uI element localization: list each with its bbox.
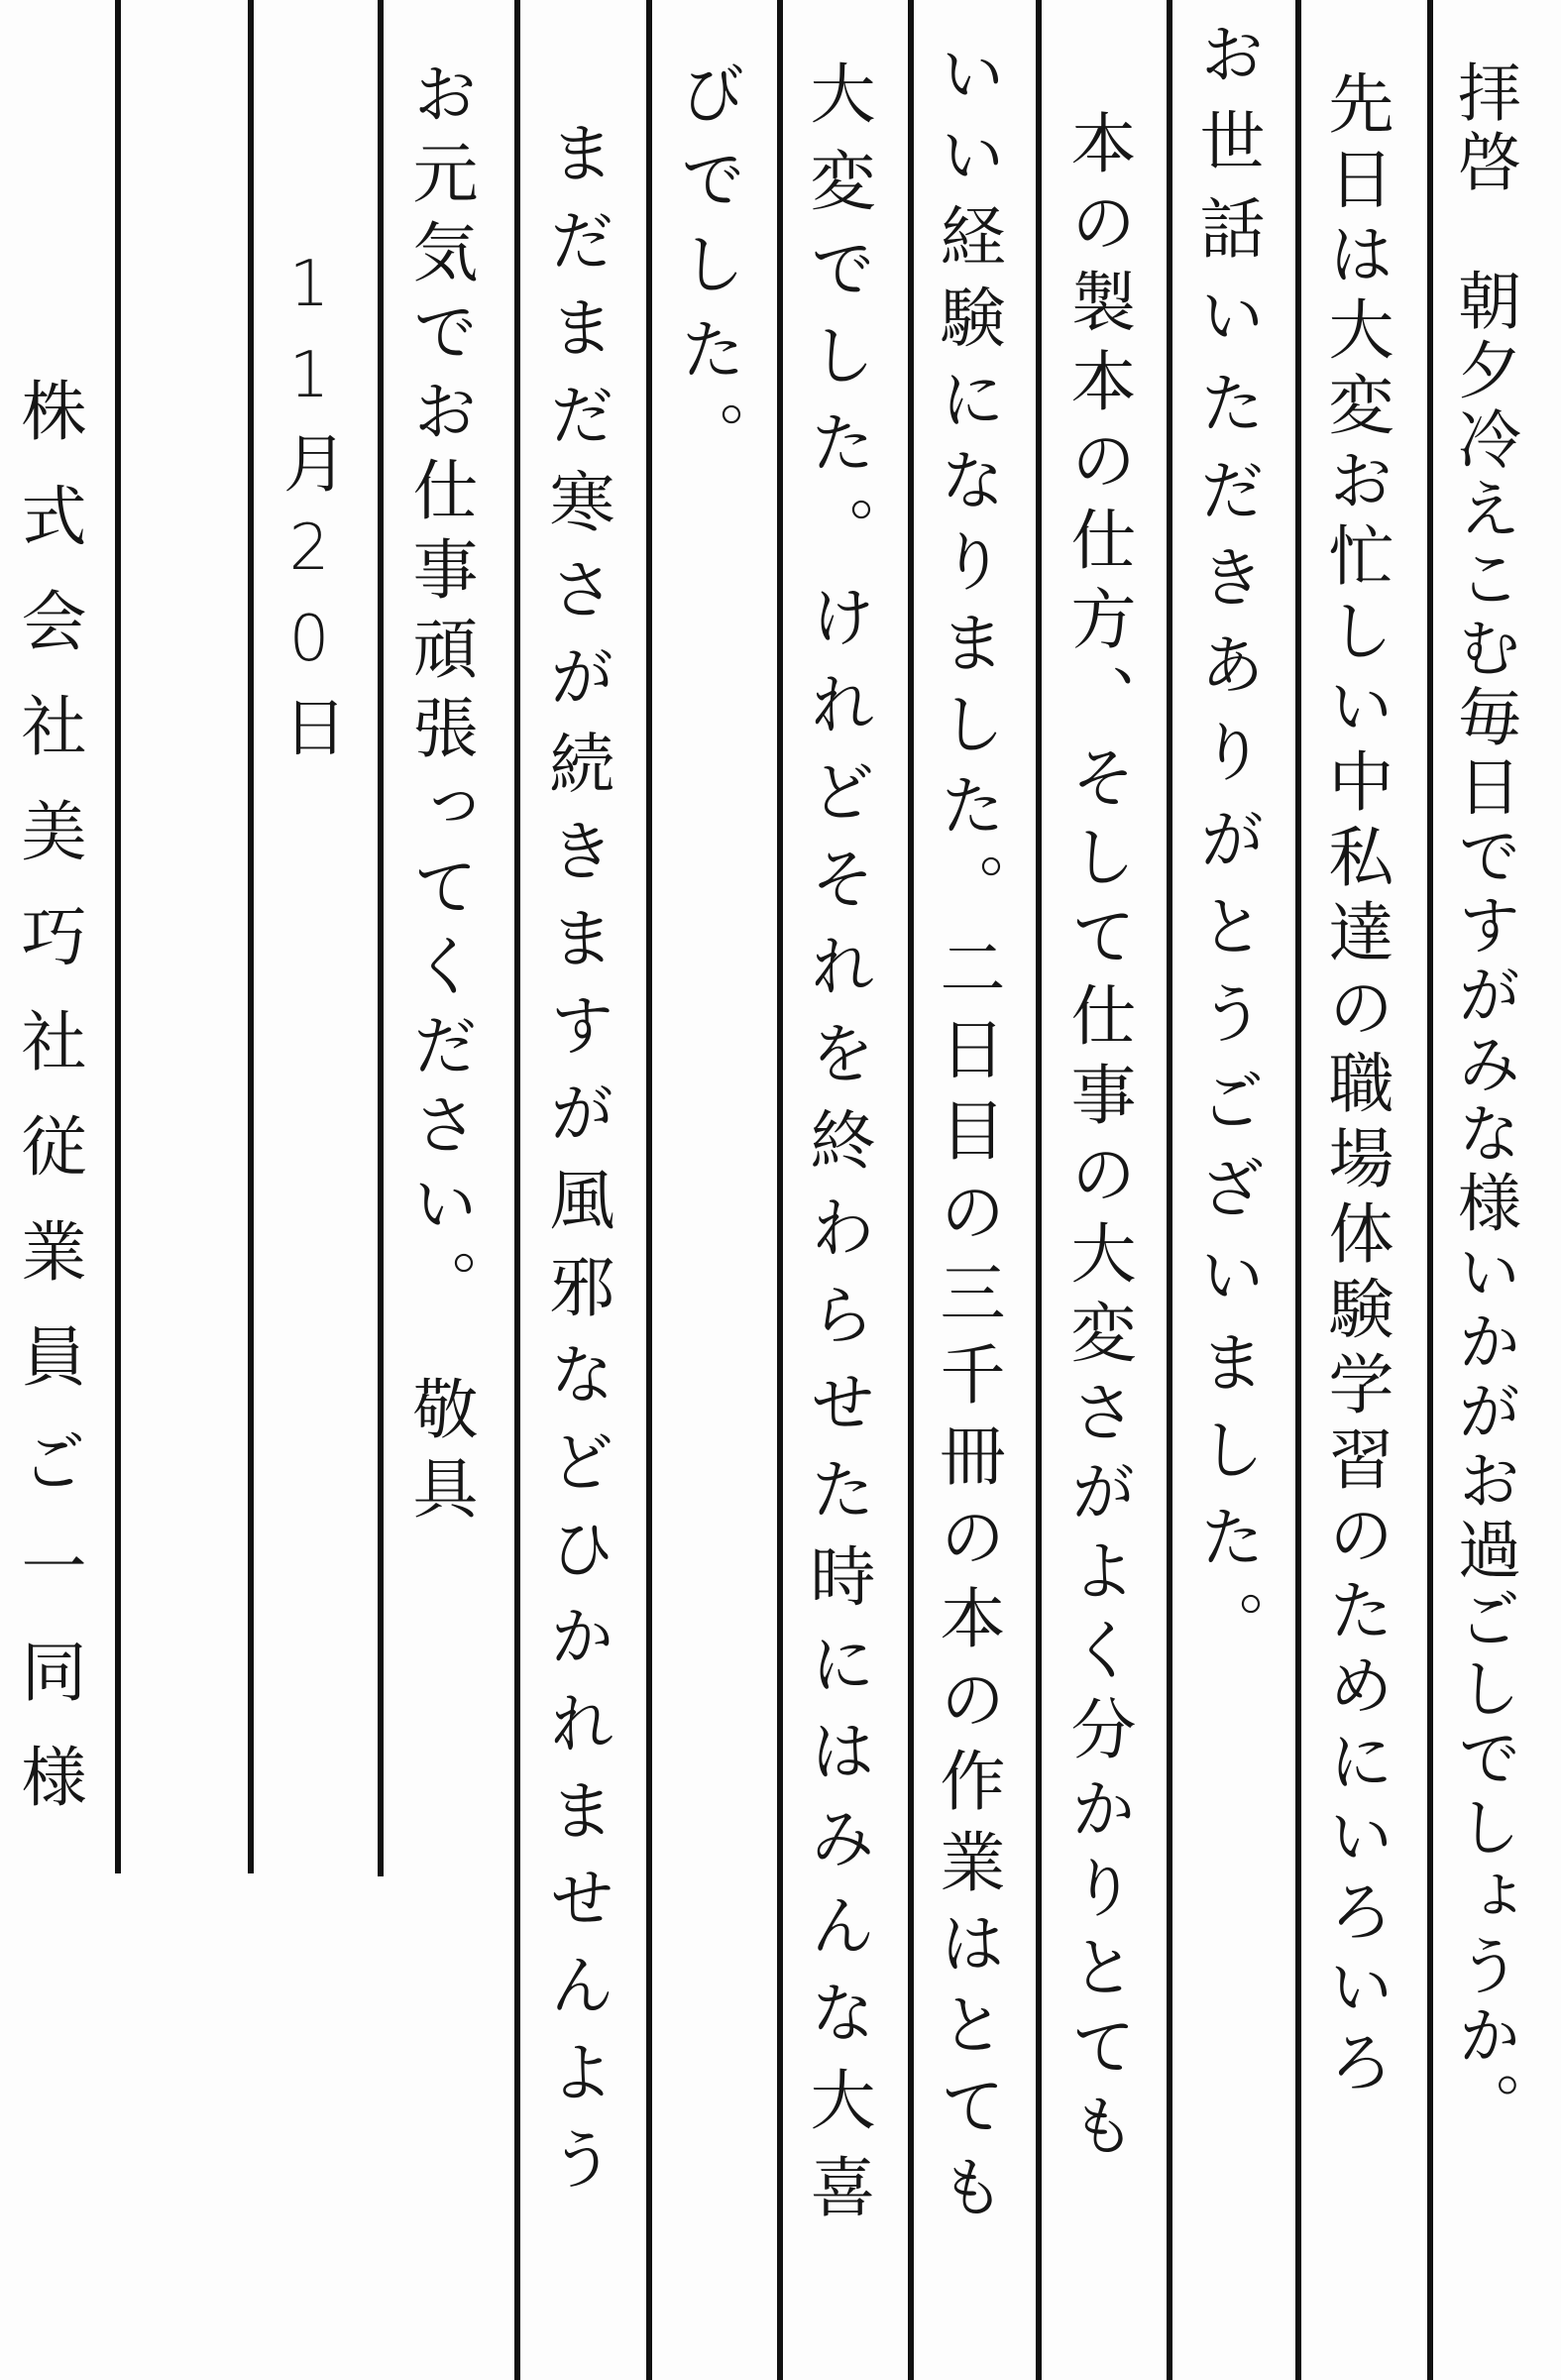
letter-line-7: びでした。 bbox=[669, 59, 745, 486]
ruled-line bbox=[248, 0, 254, 1873]
ruled-line bbox=[777, 0, 783, 2380]
letter-date: 11月20日 bbox=[273, 248, 346, 775]
ruled-line bbox=[115, 0, 121, 1873]
ruled-line bbox=[646, 0, 652, 2380]
letter-line-2: 先日は大変お忙しい中私達の職場体験学習のためにいろいろ bbox=[1317, 69, 1394, 2103]
ruled-line bbox=[1036, 0, 1042, 2380]
ruled-line bbox=[1167, 0, 1172, 2380]
letter-line-3: お世話いただきありがとうございました。 bbox=[1188, 20, 1265, 1677]
ruled-line bbox=[514, 0, 520, 2380]
ruled-line bbox=[1427, 0, 1433, 2380]
letter-line-8: まだまだ寒さが続きますが風邪などひかれませんよう bbox=[538, 119, 614, 2212]
letter-line-4: 本の製本の仕方、そして仕事の大変さがよく分かりとても bbox=[1059, 109, 1136, 2171]
letter-line-9: お元気でお仕事頑張ってください。 敬具 bbox=[401, 59, 478, 1533]
ruled-line bbox=[378, 0, 384, 1876]
ruled-line bbox=[1295, 0, 1301, 2380]
ruled-line bbox=[908, 0, 914, 2380]
letter-addressee: 株式会社美巧社従業員ご一同様 bbox=[10, 377, 86, 1848]
letter-line-5: いい経験になりました。二日目の三千冊の本の作業はとても bbox=[929, 40, 1005, 2234]
letter-line-6: 大変でした。けれどそれを終わらせた時にはみんな大喜 bbox=[799, 59, 875, 2240]
letter-line-1: 拝啓 朝夕冷えこむ毎日ですがみな様いかがお過ごしでしょうか。 bbox=[1447, 59, 1520, 2141]
